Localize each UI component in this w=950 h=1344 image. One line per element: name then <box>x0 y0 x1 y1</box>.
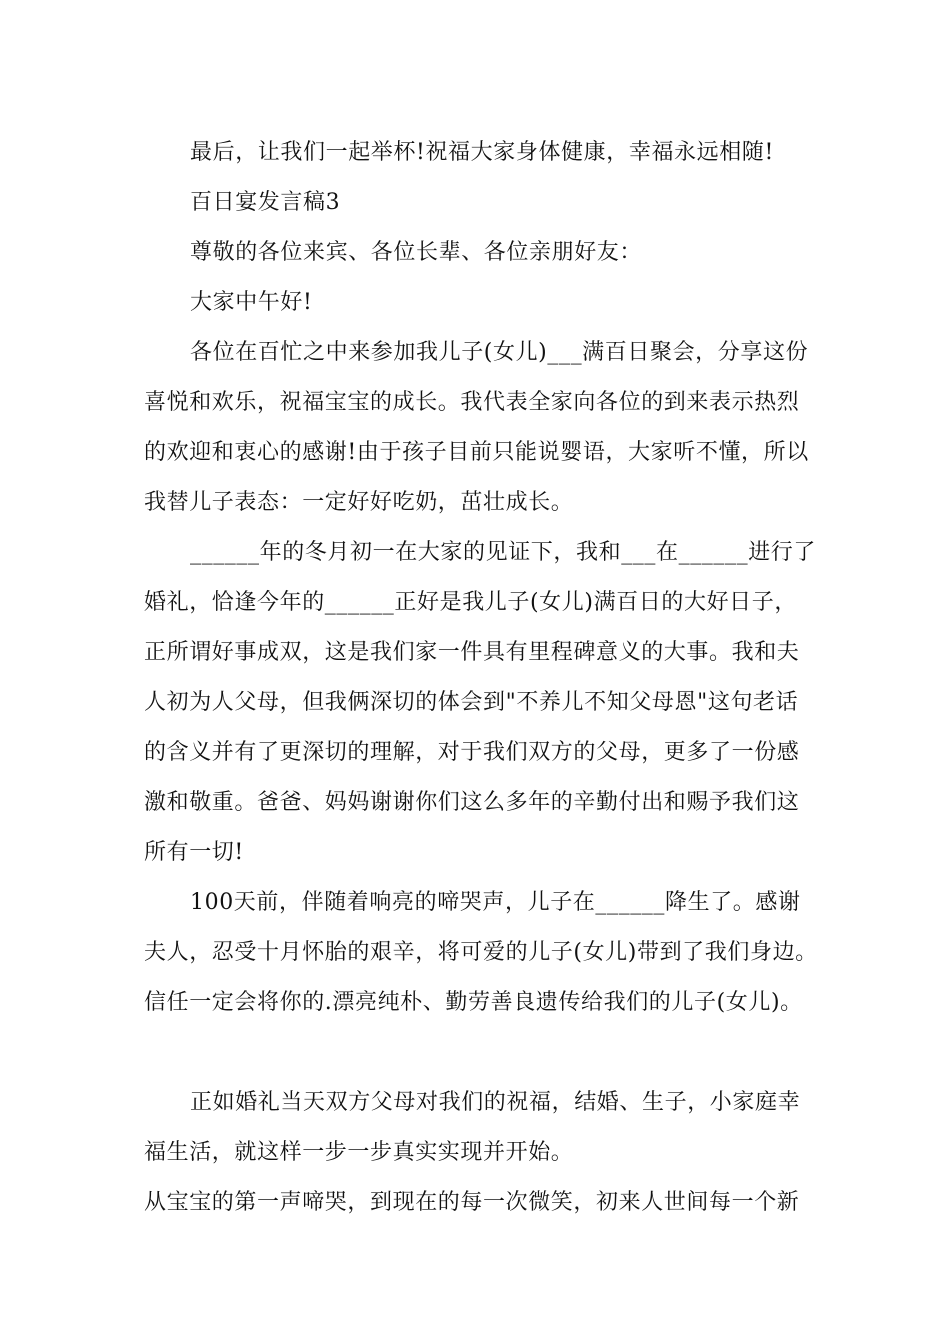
text-line: 最后，让我们一起举杯!祝福大家身体健康，幸福永远相随! <box>190 140 774 165</box>
text-line: 所有一切! <box>144 840 244 865</box>
text-line: 的欢迎和衷心的感谢!由于孩子目前只能说婴语，大家听不懂，所以 <box>144 440 809 465</box>
text-line: 100天前，伴随着响亮的啼哭声，儿子在______降生了。感谢 <box>190 890 801 915</box>
text-line: 夫人，忍受十月怀胎的艰辛，将可爱的儿子(女儿)带到了我们身边。 <box>144 940 818 965</box>
salutation: 尊敬的各位来宾、各位长辈、各位亲朋好友： <box>190 240 643 265</box>
text-line: 各位在百忙之中来参加我儿子(女儿)___满百日聚会，分享这份 <box>190 340 809 365</box>
greeting: 大家中午好! <box>190 290 313 315</box>
text-line: 福生活，就这样一步一步真实实现并开始。 <box>144 1140 574 1165</box>
text-line: 人初为人父母，但我俩深切的体会到"不养儿不知父母恩"这句老话 <box>144 690 799 715</box>
text-line: 正如婚礼当天双方父母对我们的祝福，结婚、生子，小家庭幸 <box>190 1090 801 1115</box>
text-line: 婚礼，恰逢今年的______正好是我儿子(女儿)满百日的大好日子， <box>144 590 797 615</box>
text-line: 从宝宝的第一声啼哭，到现在的每一次微笑，初来人世间每一个新 <box>144 1190 800 1215</box>
text-line: 信任一定会将你的.漂亮纯朴、勤劳善良遗传给我们的儿子(女儿)。 <box>144 990 803 1015</box>
text-line: 激和敬重。爸爸、妈妈谢谢你们这么多年的辛勤付出和赐予我们这 <box>144 790 800 815</box>
text-line: 喜悦和欢乐，祝福宝宝的成长。我代表全家向各位的到来表示热烈 <box>144 390 800 415</box>
text-line: ______年的冬月初一在大家的见证下，我和___在______进行了 <box>190 540 817 565</box>
text-line: 的含义并有了更深切的理解，对于我们双方的父母，更多了一份感 <box>144 740 800 765</box>
text-line: 正所谓好事成双，这是我们家一件具有里程碑意义的大事。我和夫 <box>144 640 800 665</box>
section-heading: 百日宴发言稿3 <box>190 190 341 215</box>
text-line: 我替儿子表态：一定好好吃奶，茁壮成长。 <box>144 490 574 515</box>
